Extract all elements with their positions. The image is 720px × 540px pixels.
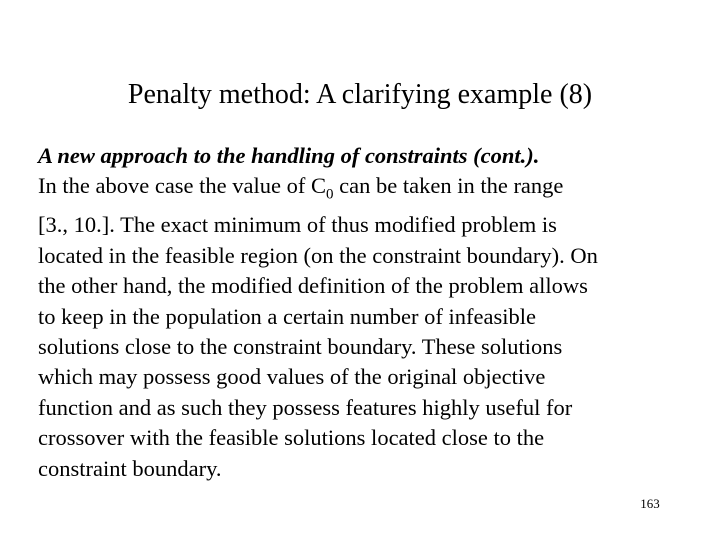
body-line: crossover with the feasible solutions located close to the <box>38 425 545 451</box>
body-line-1-end: can be taken in the range <box>333 173 564 199</box>
body-line: constraint boundary. <box>38 455 222 481</box>
body-line-1-start: In the above case the value of C <box>38 173 327 199</box>
body-line: located in the feasible region (on the constraint boundary). On <box>38 242 598 268</box>
body-line: the other hand, the modified definition of the problem allows <box>38 273 588 299</box>
slide-title: Penalty method: A clarifying example (8) <box>127 79 593 110</box>
body-line: to keep in the population a certain number of infeasible <box>38 303 536 329</box>
subheading: A new approach to the handling of constraints (cont.). <box>38 143 540 168</box>
body-line: solutions close to the constraint boundary. These solutions <box>38 333 563 359</box>
body-line: [3., 10.]. The exact minimum of thus modified problem is <box>38 212 557 238</box>
body-line: which may possess good values of the original objective <box>38 364 546 390</box>
body-line-1 <box>38 171 698 210</box>
c-subscript: 0 <box>326 186 334 203</box>
body-paragraph <box>38 171 698 484</box>
body-line: function and as such they possess features highly useful for <box>38 394 573 420</box>
slide-body <box>38 141 698 484</box>
page-number: 163 <box>640 496 660 511</box>
